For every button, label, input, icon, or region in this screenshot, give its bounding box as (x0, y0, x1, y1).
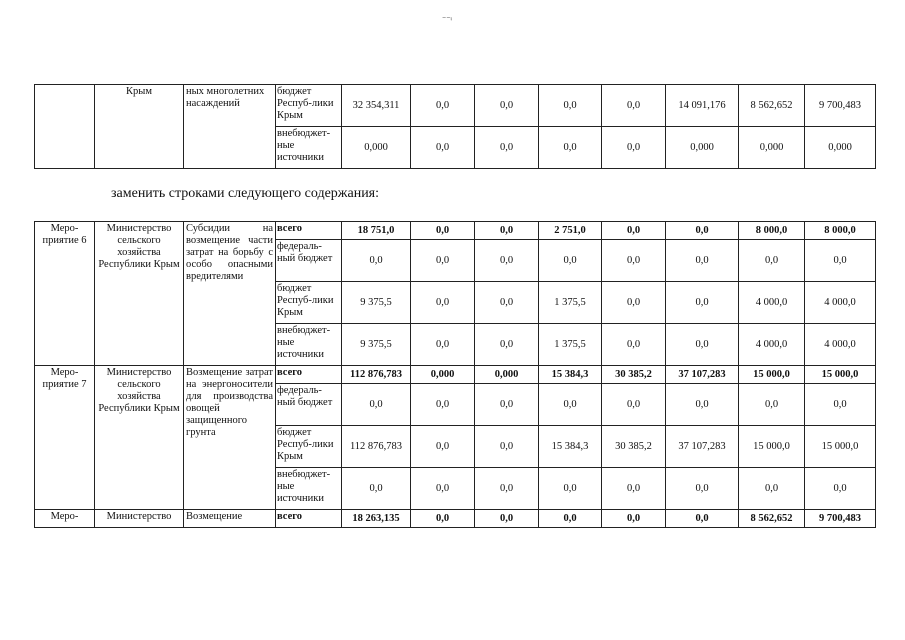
value-cell: 0,0 (539, 127, 602, 169)
value-cell: 0,0 (666, 384, 739, 426)
value-cell: 15 000,0 (805, 366, 876, 384)
value-cell: 0,0 (739, 240, 805, 282)
value-cell: 30 385,2 (602, 366, 666, 384)
value-cell: 0,0 (411, 282, 475, 324)
replacement-heading: заменить строками следующего содержания: (111, 186, 380, 201)
value-cell: 0,0 (475, 85, 539, 127)
value-cell: 0,0 (475, 324, 539, 366)
value-cell: 0,0 (602, 384, 666, 426)
top-table-row (35, 85, 876, 127)
value-cell: 0,0 (411, 510, 475, 528)
source-cell: бюджет Респуб-лики Крым (276, 85, 342, 127)
value-cell: 0,0 (411, 127, 475, 169)
value-cell: 0,000 (342, 127, 411, 169)
value-cell: 4 000,0 (739, 324, 805, 366)
value-cell: 0,0 (411, 468, 475, 510)
value-cell: 112 876,783 (342, 366, 411, 384)
value-cell: 112 876,783 (342, 426, 411, 468)
source-cell: внебюджет-ные источники (276, 127, 342, 169)
value-cell: 15 000,0 (739, 366, 805, 384)
value-cell: 0,0 (539, 240, 602, 282)
value-cell: 0,0 (539, 85, 602, 127)
value-cell: 0,0 (411, 85, 475, 127)
value-cell: 0,0 (739, 468, 805, 510)
value-cell: 0,0 (411, 222, 475, 240)
top-table (34, 84, 876, 169)
top-event-cell (35, 85, 95, 169)
value-cell: 0,0 (805, 240, 876, 282)
value-cell: 0,0 (475, 127, 539, 169)
executor-cell: Министерство сельского хозяйства Республики Крым (95, 222, 184, 366)
value-cell: 0,0 (411, 426, 475, 468)
event-cell: Меро- (35, 510, 95, 528)
value-cell: 0,0 (411, 240, 475, 282)
value-cell: 0,0 (739, 384, 805, 426)
value-cell: 37 107,283 (666, 426, 739, 468)
description-cell: Возмещение (184, 510, 276, 528)
value-cell: 0,0 (475, 240, 539, 282)
value-cell: 0,0 (475, 510, 539, 528)
value-cell: 8 562,652 (739, 85, 805, 127)
source-cell: внебюджет-ные источники (276, 468, 342, 510)
value-cell: 8 562,652 (739, 510, 805, 528)
value-cell: 1 375,5 (539, 282, 602, 324)
event-cell: Меро-приятие 7 (35, 366, 95, 510)
description-cell: Возмещение затрат на энергоносители для производства овощей защищенного грунта (184, 366, 276, 510)
value-cell: 9 700,483 (805, 510, 876, 528)
value-cell: 0,0 (475, 222, 539, 240)
source-cell: бюджет Респуб-лики Крым (276, 282, 342, 324)
value-cell: 0,0 (602, 85, 666, 127)
value-cell: 0,0 (666, 510, 739, 528)
value-cell: 0,0 (666, 324, 739, 366)
value-cell: 18 263,135 (342, 510, 411, 528)
value-cell: 32 354,311 (342, 85, 411, 127)
value-cell: 0,0 (602, 282, 666, 324)
value-cell: 0,0 (602, 468, 666, 510)
value-cell: 0,0 (666, 222, 739, 240)
value-cell: 9 375,5 (342, 324, 411, 366)
value-cell: 0,000 (411, 366, 475, 384)
value-cell: 0,0 (475, 384, 539, 426)
executor-cell: Министерство сельского хозяйства Республики Крым (95, 366, 184, 510)
value-cell: 15 000,0 (805, 426, 876, 468)
page-mark: ⁻⁻ᵎ (442, 15, 452, 24)
value-cell: 0,0 (805, 384, 876, 426)
value-cell: 15 384,3 (539, 426, 602, 468)
value-cell: 15 000,0 (739, 426, 805, 468)
value-cell: 30 385,2 (602, 426, 666, 468)
value-cell: 0,0 (342, 384, 411, 426)
value-cell: 14 091,176 (666, 85, 739, 127)
value-cell: 0,000 (475, 366, 539, 384)
value-cell: 0,0 (602, 510, 666, 528)
source-cell: всего (276, 366, 342, 384)
source-cell: бюджет Респуб-лики Крым (276, 426, 342, 468)
top-executor-cell: Крым (95, 85, 184, 169)
main-table (34, 221, 876, 528)
value-cell: 0,000 (666, 127, 739, 169)
value-cell: 0,0 (475, 426, 539, 468)
value-cell: 0,0 (539, 510, 602, 528)
value-cell: 0,0 (475, 468, 539, 510)
value-cell: 15 384,3 (539, 366, 602, 384)
source-cell: всего (276, 222, 342, 240)
value-cell: 0,0 (602, 240, 666, 282)
value-cell: 0,0 (602, 222, 666, 240)
value-cell: 0,0 (342, 468, 411, 510)
value-cell: 37 107,283 (666, 366, 739, 384)
value-cell: 8 000,0 (739, 222, 805, 240)
value-cell: 0,0 (602, 127, 666, 169)
value-cell: 4 000,0 (805, 282, 876, 324)
value-cell: 0,0 (666, 282, 739, 324)
value-cell: 4 000,0 (805, 324, 876, 366)
value-cell: 9 700,483 (805, 85, 876, 127)
value-cell: 0,000 (739, 127, 805, 169)
table-row (35, 366, 876, 384)
value-cell: 1 375,5 (539, 324, 602, 366)
table-row (35, 510, 876, 528)
value-cell: 0,0 (411, 324, 475, 366)
executor-cell: Министерство (95, 510, 184, 528)
value-cell: 0,0 (666, 468, 739, 510)
value-cell: 4 000,0 (739, 282, 805, 324)
value-cell: 0,0 (411, 384, 475, 426)
top-description-cell: ных многолетних насаждений (184, 85, 276, 169)
value-cell: 0,000 (805, 127, 876, 169)
source-cell: федераль-ный бюджет (276, 384, 342, 426)
value-cell: 2 751,0 (539, 222, 602, 240)
source-cell: всего (276, 510, 342, 528)
value-cell: 0,0 (666, 240, 739, 282)
value-cell: 8 000,0 (805, 222, 876, 240)
value-cell: 0,0 (539, 384, 602, 426)
value-cell: 9 375,5 (342, 282, 411, 324)
value-cell: 0,0 (805, 468, 876, 510)
source-cell: федераль-ный бюджет (276, 240, 342, 282)
value-cell: 0,0 (539, 468, 602, 510)
description-cell: Субсидии на возмещение части затрат на борьбу с особо опасными вредителями (184, 222, 276, 366)
value-cell: 0,0 (475, 282, 539, 324)
event-cell: Меро-приятие 6 (35, 222, 95, 366)
source-cell: внебюджет-ные источники (276, 324, 342, 366)
value-cell: 18 751,0 (342, 222, 411, 240)
value-cell: 0,0 (342, 240, 411, 282)
value-cell: 0,0 (602, 324, 666, 366)
table-row (35, 222, 876, 240)
